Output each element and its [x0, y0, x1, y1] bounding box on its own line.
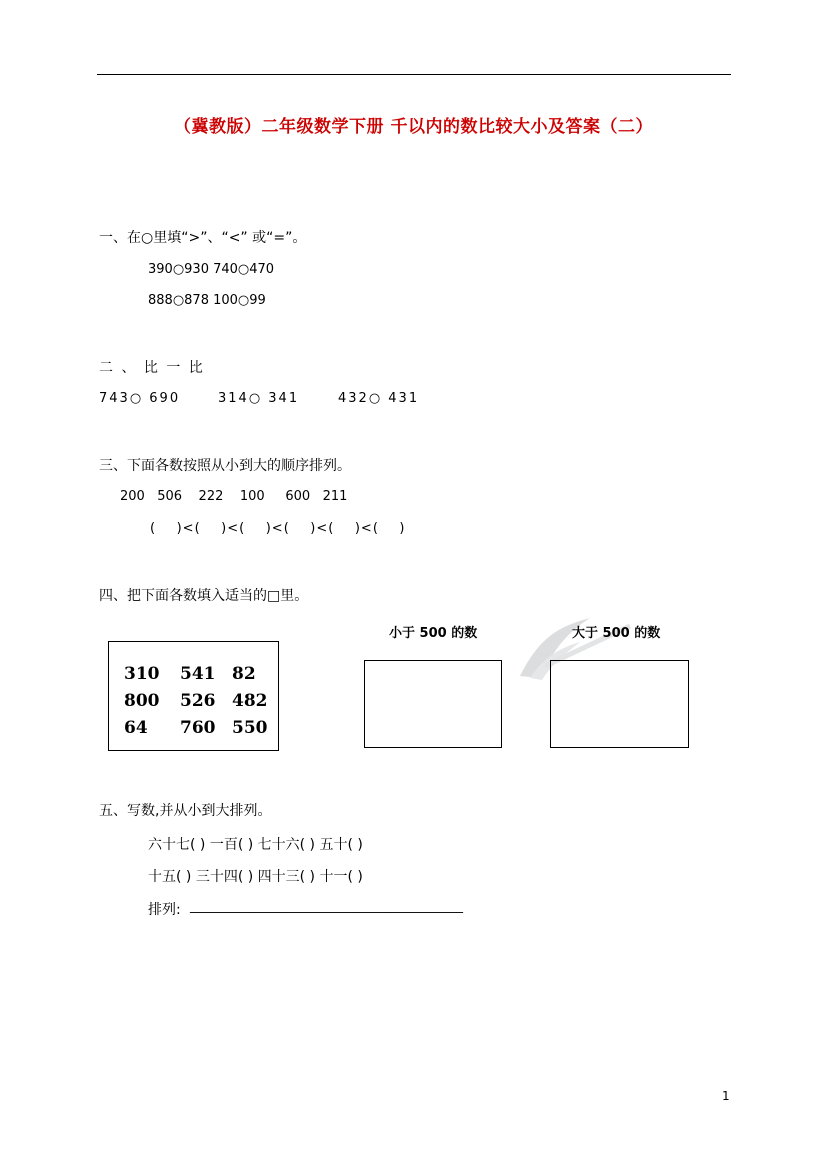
answer-box-less-than-500[interactable]: [364, 660, 502, 748]
section2-item-2: 314○ 341: [218, 391, 300, 406]
label-less-than-500: 小于 500 的数: [389, 626, 478, 641]
section3-heading: 三、下面各数按照从小到大的顺序排列。: [99, 458, 351, 474]
section5-line1: 六十七( ) 一百( ) 七十六( ) 五十( ): [148, 837, 363, 853]
grid-cell: 550: [232, 718, 268, 738]
section2-item-3: 432○ 431: [338, 391, 420, 406]
page-number: 1: [722, 1089, 730, 1103]
document-title: （冀教版）二年级数学下册 千以内的数比较大小及答案（二）: [174, 117, 653, 137]
section4-heading: 四、把下面各数填入适当的□里。: [99, 588, 309, 604]
grid-cell: 482: [232, 691, 268, 711]
grid-cell: 526: [180, 691, 216, 711]
section1-line1: 390○930 740○470: [148, 262, 275, 277]
grid-cell: 800: [124, 691, 160, 711]
section2-heading: 二 、 比 一 比: [99, 360, 205, 376]
grid-cell: 760: [180, 718, 216, 738]
section2-item-1: 743○ 690: [99, 391, 181, 406]
answer-box-greater-than-500[interactable]: [550, 660, 689, 748]
sort-label: 排列:: [148, 902, 181, 918]
section3-numbers: 200 506 222 100 600 211: [120, 489, 348, 504]
grid-cell: 82: [232, 664, 256, 684]
section1-line2: 888○878 100○99: [148, 293, 266, 308]
section5-line2: 十五( ) 三十四( ) 四十三( ) 十一( ): [148, 869, 363, 885]
label-greater-than-500: 大于 500 的数: [572, 626, 661, 641]
section1-heading: 一、在○里填“>”、“<” 或“=”。: [99, 230, 307, 246]
header-rule: [97, 74, 731, 75]
section5-heading: 五、写数,并从小到大排列。: [99, 803, 272, 819]
grid-cell: 541: [180, 664, 216, 684]
grid-cell: 64: [124, 718, 148, 738]
section3-blanks: ( )<( )<( )<( )<( )<( ): [150, 521, 406, 536]
sort-answer-line[interactable]: __________________________________________: [190, 899, 463, 914]
grid-cell: 310: [124, 664, 160, 684]
